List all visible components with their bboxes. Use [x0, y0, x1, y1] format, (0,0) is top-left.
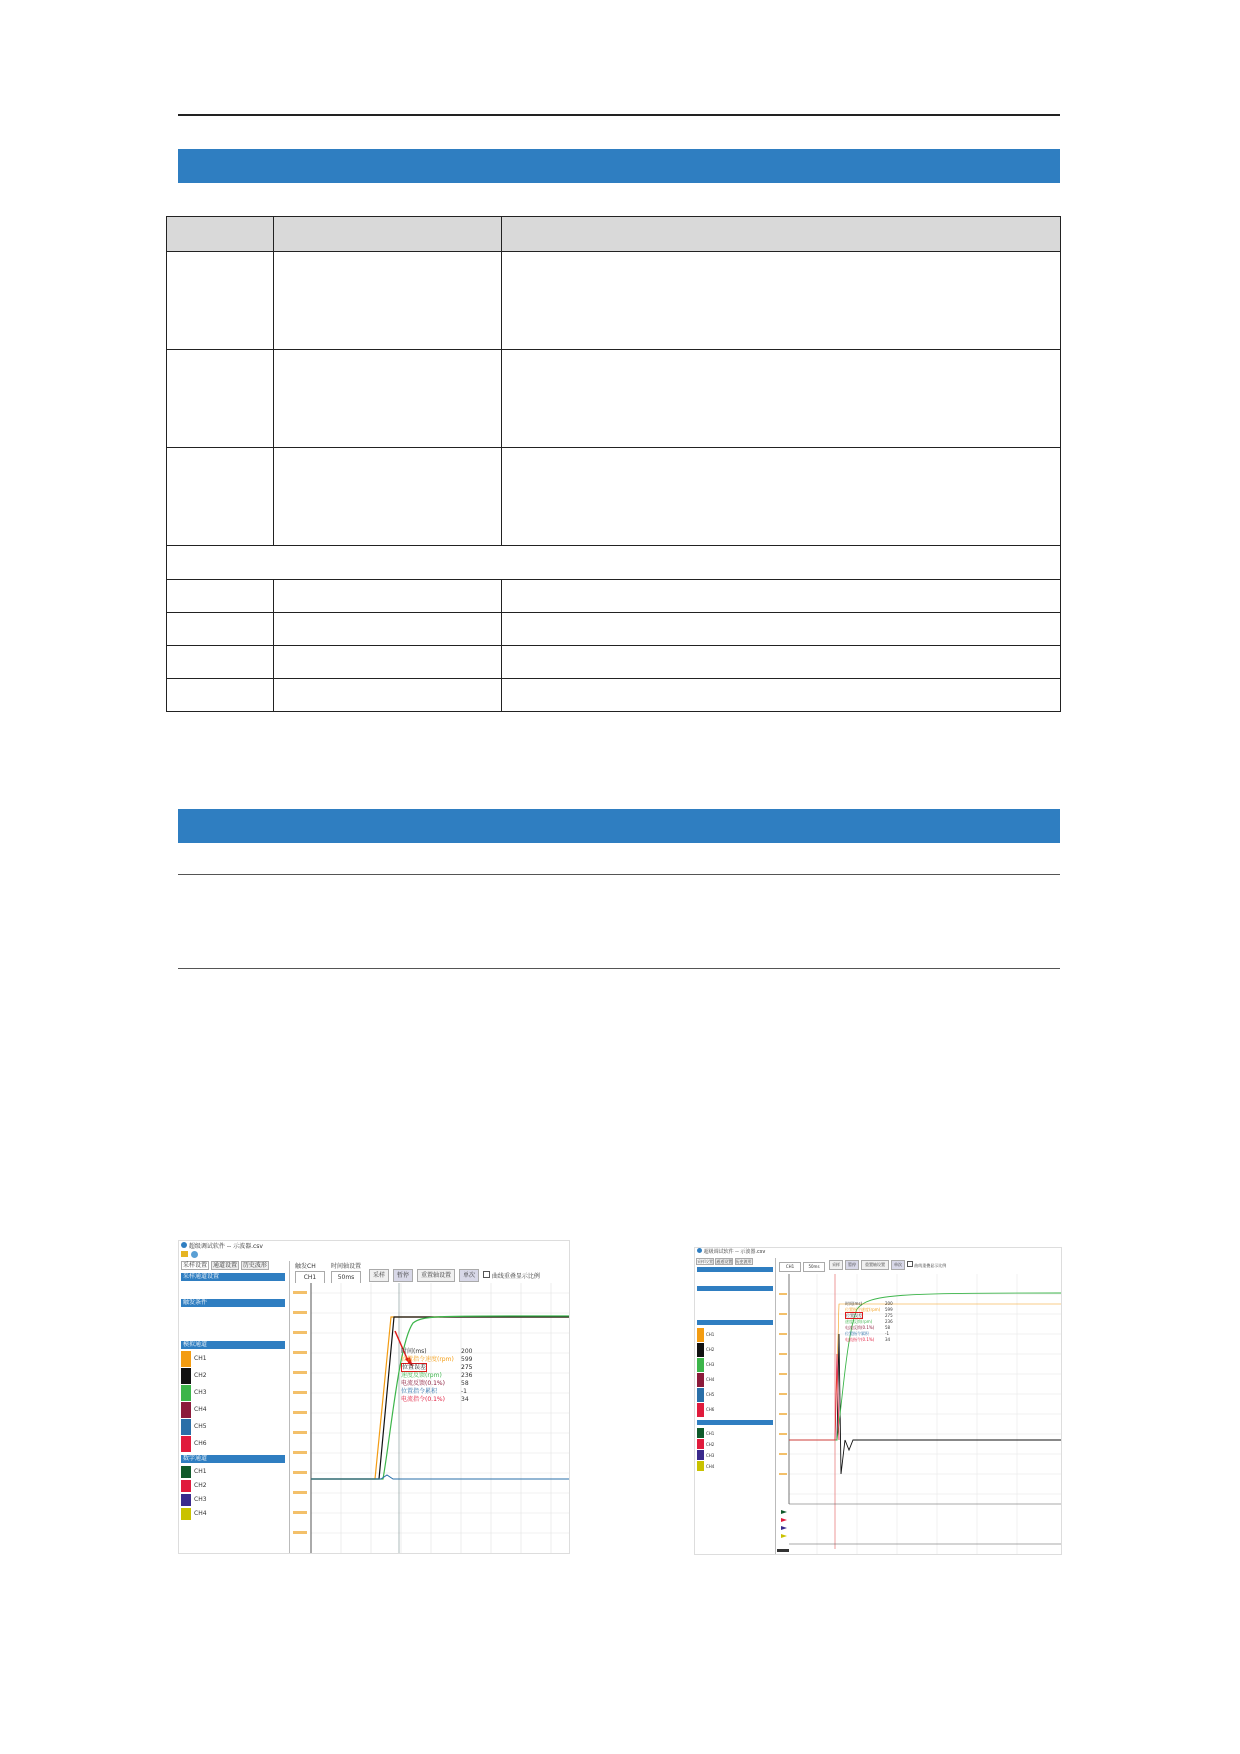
- table-header-cell: [502, 217, 1061, 252]
- table-row: [167, 448, 1061, 546]
- readout-row: 电流指令(0.1%) 34: [401, 1396, 469, 1403]
- overlay-checkbox[interactable]: [907, 1261, 946, 1270]
- ch2-swatch: [697, 1343, 704, 1357]
- parameter-table: [166, 216, 1061, 712]
- reset-axis-button[interactable]: 重置轴设置: [417, 1269, 455, 1282]
- ch6-label[interactable]: CH6: [706, 1407, 715, 1412]
- sample-button[interactable]: 采样: [829, 1260, 843, 1270]
- trigger-label: 触发CH: [295, 1263, 316, 1270]
- right-oscilloscope-screenshot: [694, 1247, 1062, 1555]
- window-title: [181, 1242, 263, 1251]
- section-header: [697, 1420, 773, 1425]
- tab-channel[interactable]: 通道设置: [212, 1262, 237, 1269]
- dch2-swatch: [181, 1480, 191, 1492]
- single-button[interactable]: 单次: [459, 1269, 479, 1282]
- table-row: [167, 252, 1061, 350]
- window-title: [697, 1248, 765, 1256]
- table-row: [167, 350, 1061, 448]
- toolbar-icons: [181, 1251, 201, 1259]
- note-top-rule: [178, 874, 1060, 875]
- ch5-swatch: [697, 1388, 704, 1402]
- sample-button[interactable]: 采样: [369, 1269, 389, 1282]
- ch6-label[interactable]: CH6: [194, 1440, 207, 1447]
- section-header: [697, 1320, 773, 1325]
- dch1-label[interactable]: CH1: [706, 1431, 715, 1436]
- ch3-swatch: [181, 1385, 191, 1401]
- ch2-label[interactable]: CH2: [194, 1372, 207, 1379]
- readout-row: 速度反馈(rpm) 236: [401, 1372, 473, 1379]
- trigger-select[interactable]: CH1: [295, 1271, 325, 1284]
- tab-history[interactable]: 历史波形: [735, 1259, 752, 1264]
- dch2-swatch: [697, 1439, 704, 1449]
- right-sidebar: [695, 1258, 776, 1554]
- dch3-label[interactable]: CH3: [706, 1453, 715, 1458]
- checkbox-icon[interactable]: [907, 1261, 913, 1267]
- dch1-label[interactable]: CH1: [194, 1468, 207, 1475]
- readout-row: 位置指令累积 -1: [845, 1331, 889, 1336]
- trigger-select[interactable]: CH1: [779, 1262, 801, 1272]
- section-header: 采样通道设置: [181, 1273, 285, 1281]
- dch4-swatch: [697, 1461, 704, 1471]
- table-row: [167, 646, 1061, 679]
- tab-sample[interactable]: 采样设置: [697, 1259, 713, 1264]
- readout-row: 位置指令累积 -1: [401, 1388, 467, 1395]
- table-span-row: [167, 546, 1061, 580]
- ch3-swatch: [697, 1358, 704, 1372]
- ch3-label[interactable]: CH3: [706, 1362, 715, 1367]
- tab-channel[interactable]: 通道设置: [716, 1259, 733, 1264]
- ch1-swatch: [697, 1328, 704, 1342]
- scrollbar[interactable]: [777, 1549, 789, 1552]
- ch1-swatch: [181, 1351, 191, 1367]
- readout-row: 时间(ms) 200: [401, 1348, 473, 1355]
- table-header-row: [167, 217, 1061, 252]
- table-row: [167, 613, 1061, 646]
- section-header: 模拟通道: [181, 1341, 285, 1349]
- cursor-readout: [845, 1301, 905, 1343]
- timebase-select[interactable]: 50ms: [803, 1262, 825, 1272]
- readout-row: 电流反馈(0.1%) 58: [845, 1325, 891, 1330]
- timebase-label: 时间轴设置: [331, 1263, 362, 1270]
- ch2-swatch: [181, 1368, 191, 1384]
- dch3-swatch: [697, 1450, 704, 1460]
- table-row: [167, 679, 1061, 712]
- checkbox-icon[interactable]: [483, 1271, 490, 1278]
- ch4-label[interactable]: CH4: [706, 1377, 715, 1382]
- header-rule: [178, 114, 1060, 116]
- tab-sample[interactable]: 采样设置: [183, 1262, 208, 1269]
- ch3-label[interactable]: CH3: [194, 1389, 207, 1396]
- cursor-readout: [401, 1348, 489, 1404]
- ch5-label[interactable]: CH5: [194, 1423, 207, 1430]
- ch2-label[interactable]: CH2: [706, 1347, 715, 1352]
- single-button[interactable]: 单次: [891, 1260, 905, 1270]
- note-bottom-rule: [178, 968, 1060, 969]
- pause-button[interactable]: 暂停: [845, 1260, 859, 1270]
- left-oscilloscope-screenshot: [178, 1240, 570, 1554]
- left-sidebar: [179, 1261, 290, 1553]
- ch6-swatch: [181, 1436, 191, 1452]
- dch4-label[interactable]: CH4: [194, 1510, 207, 1517]
- waveform-plot[interactable]: [777, 1274, 1061, 1554]
- ch6-swatch: [697, 1403, 704, 1417]
- dch2-label[interactable]: CH2: [194, 1482, 207, 1489]
- reset-axis-button[interactable]: 重置轴设置: [861, 1260, 889, 1270]
- checkbox-label: 曲线重叠显示比例: [914, 1263, 947, 1268]
- tab-history[interactable]: 历史波形: [242, 1262, 267, 1269]
- readout-row: 电流反馈(0.1%) 58: [401, 1380, 469, 1387]
- folder-icon[interactable]: [181, 1251, 188, 1257]
- readout-row: 时间(ms) 200: [845, 1301, 893, 1306]
- overlay-checkbox[interactable]: [483, 1271, 540, 1281]
- ch4-swatch: [697, 1373, 704, 1387]
- readout-row-highlighted: 位置误差 275: [402, 1364, 473, 1371]
- ch5-label[interactable]: CH5: [706, 1392, 715, 1397]
- dch3-label[interactable]: CH3: [194, 1496, 207, 1503]
- dch4-swatch: [181, 1508, 191, 1520]
- refresh-icon[interactable]: [191, 1251, 198, 1258]
- section-bar-1: [178, 149, 1060, 183]
- dch1-swatch: [181, 1466, 191, 1478]
- window-title-text: 超级调试软件 -- 示波器.csv: [703, 1249, 766, 1255]
- timebase-select[interactable]: 50ms: [331, 1271, 361, 1284]
- readout-row: 位置指令速度(rpm) 599: [401, 1356, 473, 1363]
- ch1-label[interactable]: CH1: [706, 1332, 715, 1337]
- table-row: [167, 580, 1061, 613]
- readout-row-highlighted: 位置误差 275: [846, 1313, 893, 1318]
- waveform-plot[interactable]: [291, 1283, 569, 1553]
- table-header-cell: [274, 217, 502, 252]
- dch4-label[interactable]: CH4: [706, 1464, 715, 1469]
- section-header: 触发条件: [181, 1299, 285, 1307]
- ch5-swatch: [181, 1419, 191, 1435]
- section-bar-2: [178, 809, 1060, 843]
- pause-button[interactable]: 暂停: [393, 1269, 413, 1282]
- info-icon: [181, 1242, 187, 1248]
- section-header: [697, 1286, 773, 1291]
- tab-bar: [181, 1262, 269, 1270]
- section-header: [697, 1267, 773, 1272]
- table-header-cell: [167, 217, 274, 252]
- readout-row: 电流指令(0.1%) 34: [845, 1337, 891, 1342]
- dch2-label[interactable]: CH2: [706, 1442, 715, 1447]
- checkbox-label: 曲线重叠显示比例: [491, 1273, 540, 1280]
- tab-bar: [696, 1258, 753, 1266]
- readout-row: 位置指令速度(rpm) 599: [845, 1307, 893, 1312]
- readout-row: 速度反馈(rpm) 236: [845, 1319, 893, 1324]
- section-header: 数字通道: [181, 1455, 285, 1463]
- dch1-swatch: [697, 1428, 704, 1438]
- ch4-label[interactable]: CH4: [194, 1406, 207, 1413]
- dch3-swatch: [181, 1494, 191, 1506]
- ch1-label[interactable]: CH1: [194, 1355, 207, 1362]
- info-icon: [697, 1248, 702, 1253]
- window-title-text: 超级调试软件 -- 示波器.csv: [188, 1243, 263, 1250]
- ch4-swatch: [181, 1402, 191, 1418]
